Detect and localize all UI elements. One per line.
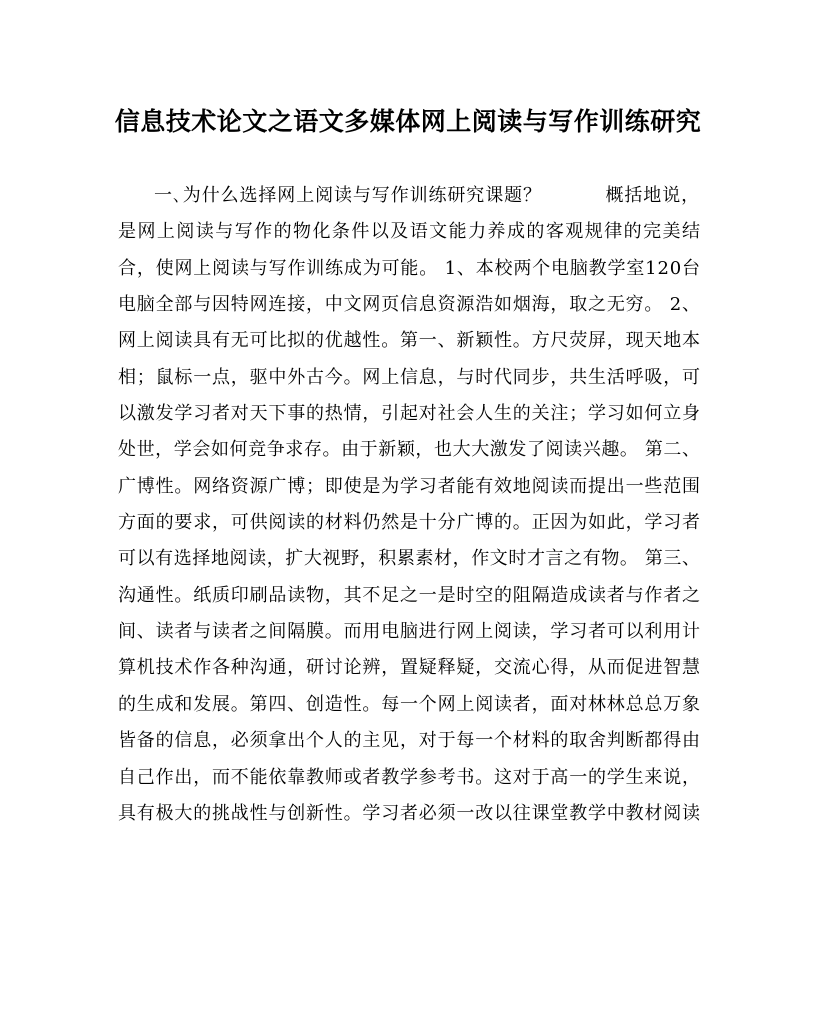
line-text: 皆备的信息，必须拿出个人的主见，对于每一个材料的取舍判断都得由 <box>118 730 701 752</box>
document-body <box>118 178 700 832</box>
line-text: 相；鼠标一点，驱中外古今。网上信息，与时代同步，共生活呼吸，可 <box>118 366 701 388</box>
line-text: 电脑全部与因特网连接，中文网页信息资源浩如烟海，取之无穷。 2、 <box>118 294 701 316</box>
paragraph-line <box>118 287 700 323</box>
line-text: 的生成和发展。第四、创造性。每一个网上阅读者，面对林林总总万象 <box>118 693 701 715</box>
line-text: 处世，学会如何竞争求存。由于新颖，也大大激发了阅读兴趣。 第二、 <box>118 439 701 461</box>
line-text: 一､为什么选择网上阅读与写作训练研究课题？ <box>154 185 542 206</box>
line-text: 网上阅读具有无可比拟的优越性。第一、新颖性。方尺荧屏，现天地本 <box>118 330 701 352</box>
paragraph-line <box>118 396 700 432</box>
line-text: 具有极大的挑战性与创新性。学习者必须一改以往课堂教学中教材阅读 <box>118 802 701 824</box>
paragraph-line <box>118 687 700 723</box>
paragraph-line <box>118 178 700 214</box>
line-text: 合，使网上阅读与写作训练成为可能。 1、本校两个电脑教学室120台 <box>118 257 701 279</box>
paragraph-line <box>118 469 700 505</box>
line-text: 概括地说， <box>605 185 700 206</box>
paragraph-line <box>118 578 700 614</box>
line-text: 是网上阅读与写作的物化条件以及语文能力养成的客观规律的完美结 <box>118 221 702 243</box>
paragraph-line <box>118 614 700 650</box>
paragraph-line <box>118 650 700 686</box>
line-text: 广博性。网络资源广博；即使是为学习者能有效地阅读而提出一些范围 <box>118 475 701 497</box>
paragraph-line <box>118 723 700 759</box>
line-text: 可以有选择地阅读，扩大视野，积累素材，作文时才言之有物。 第三、 <box>118 548 701 570</box>
paragraph-line <box>118 796 700 832</box>
paragraph-line <box>118 251 700 287</box>
paragraph-line <box>118 541 700 577</box>
paragraph-line <box>118 323 700 359</box>
document-title: 信息技术论文之语文多媒体网上阅读与写作训练研究 <box>114 107 702 136</box>
line-text: 方面的要求，可供阅读的材料仍然是十分广博的。正因为如此，学习者 <box>118 512 701 534</box>
line-text: 算机技术作各种沟通，研讨论辨，置疑释疑，交流心得，从而促进智慧 <box>118 657 701 679</box>
line-text: 以激发学习者对天下事的热情，引起对社会人生的关注；学习如何立身 <box>118 403 701 425</box>
paragraph-line <box>118 214 700 250</box>
paragraph-line <box>118 760 700 796</box>
paragraph-line <box>118 505 700 541</box>
line-text: 间、读者与读者之间隔膜。而用电脑进行网上阅读，学习者可以利用计 <box>118 621 701 643</box>
line-text: 沟通性。纸质印刷品读物，其不足之一是时空的阻隔造成读者与作者之 <box>118 584 701 606</box>
line-text: 自己作出，而不能依靠教师或者教学参考书。这对于高一的学生来说， <box>118 766 701 788</box>
paragraph-line <box>118 360 700 396</box>
paragraph-line <box>118 432 700 468</box>
